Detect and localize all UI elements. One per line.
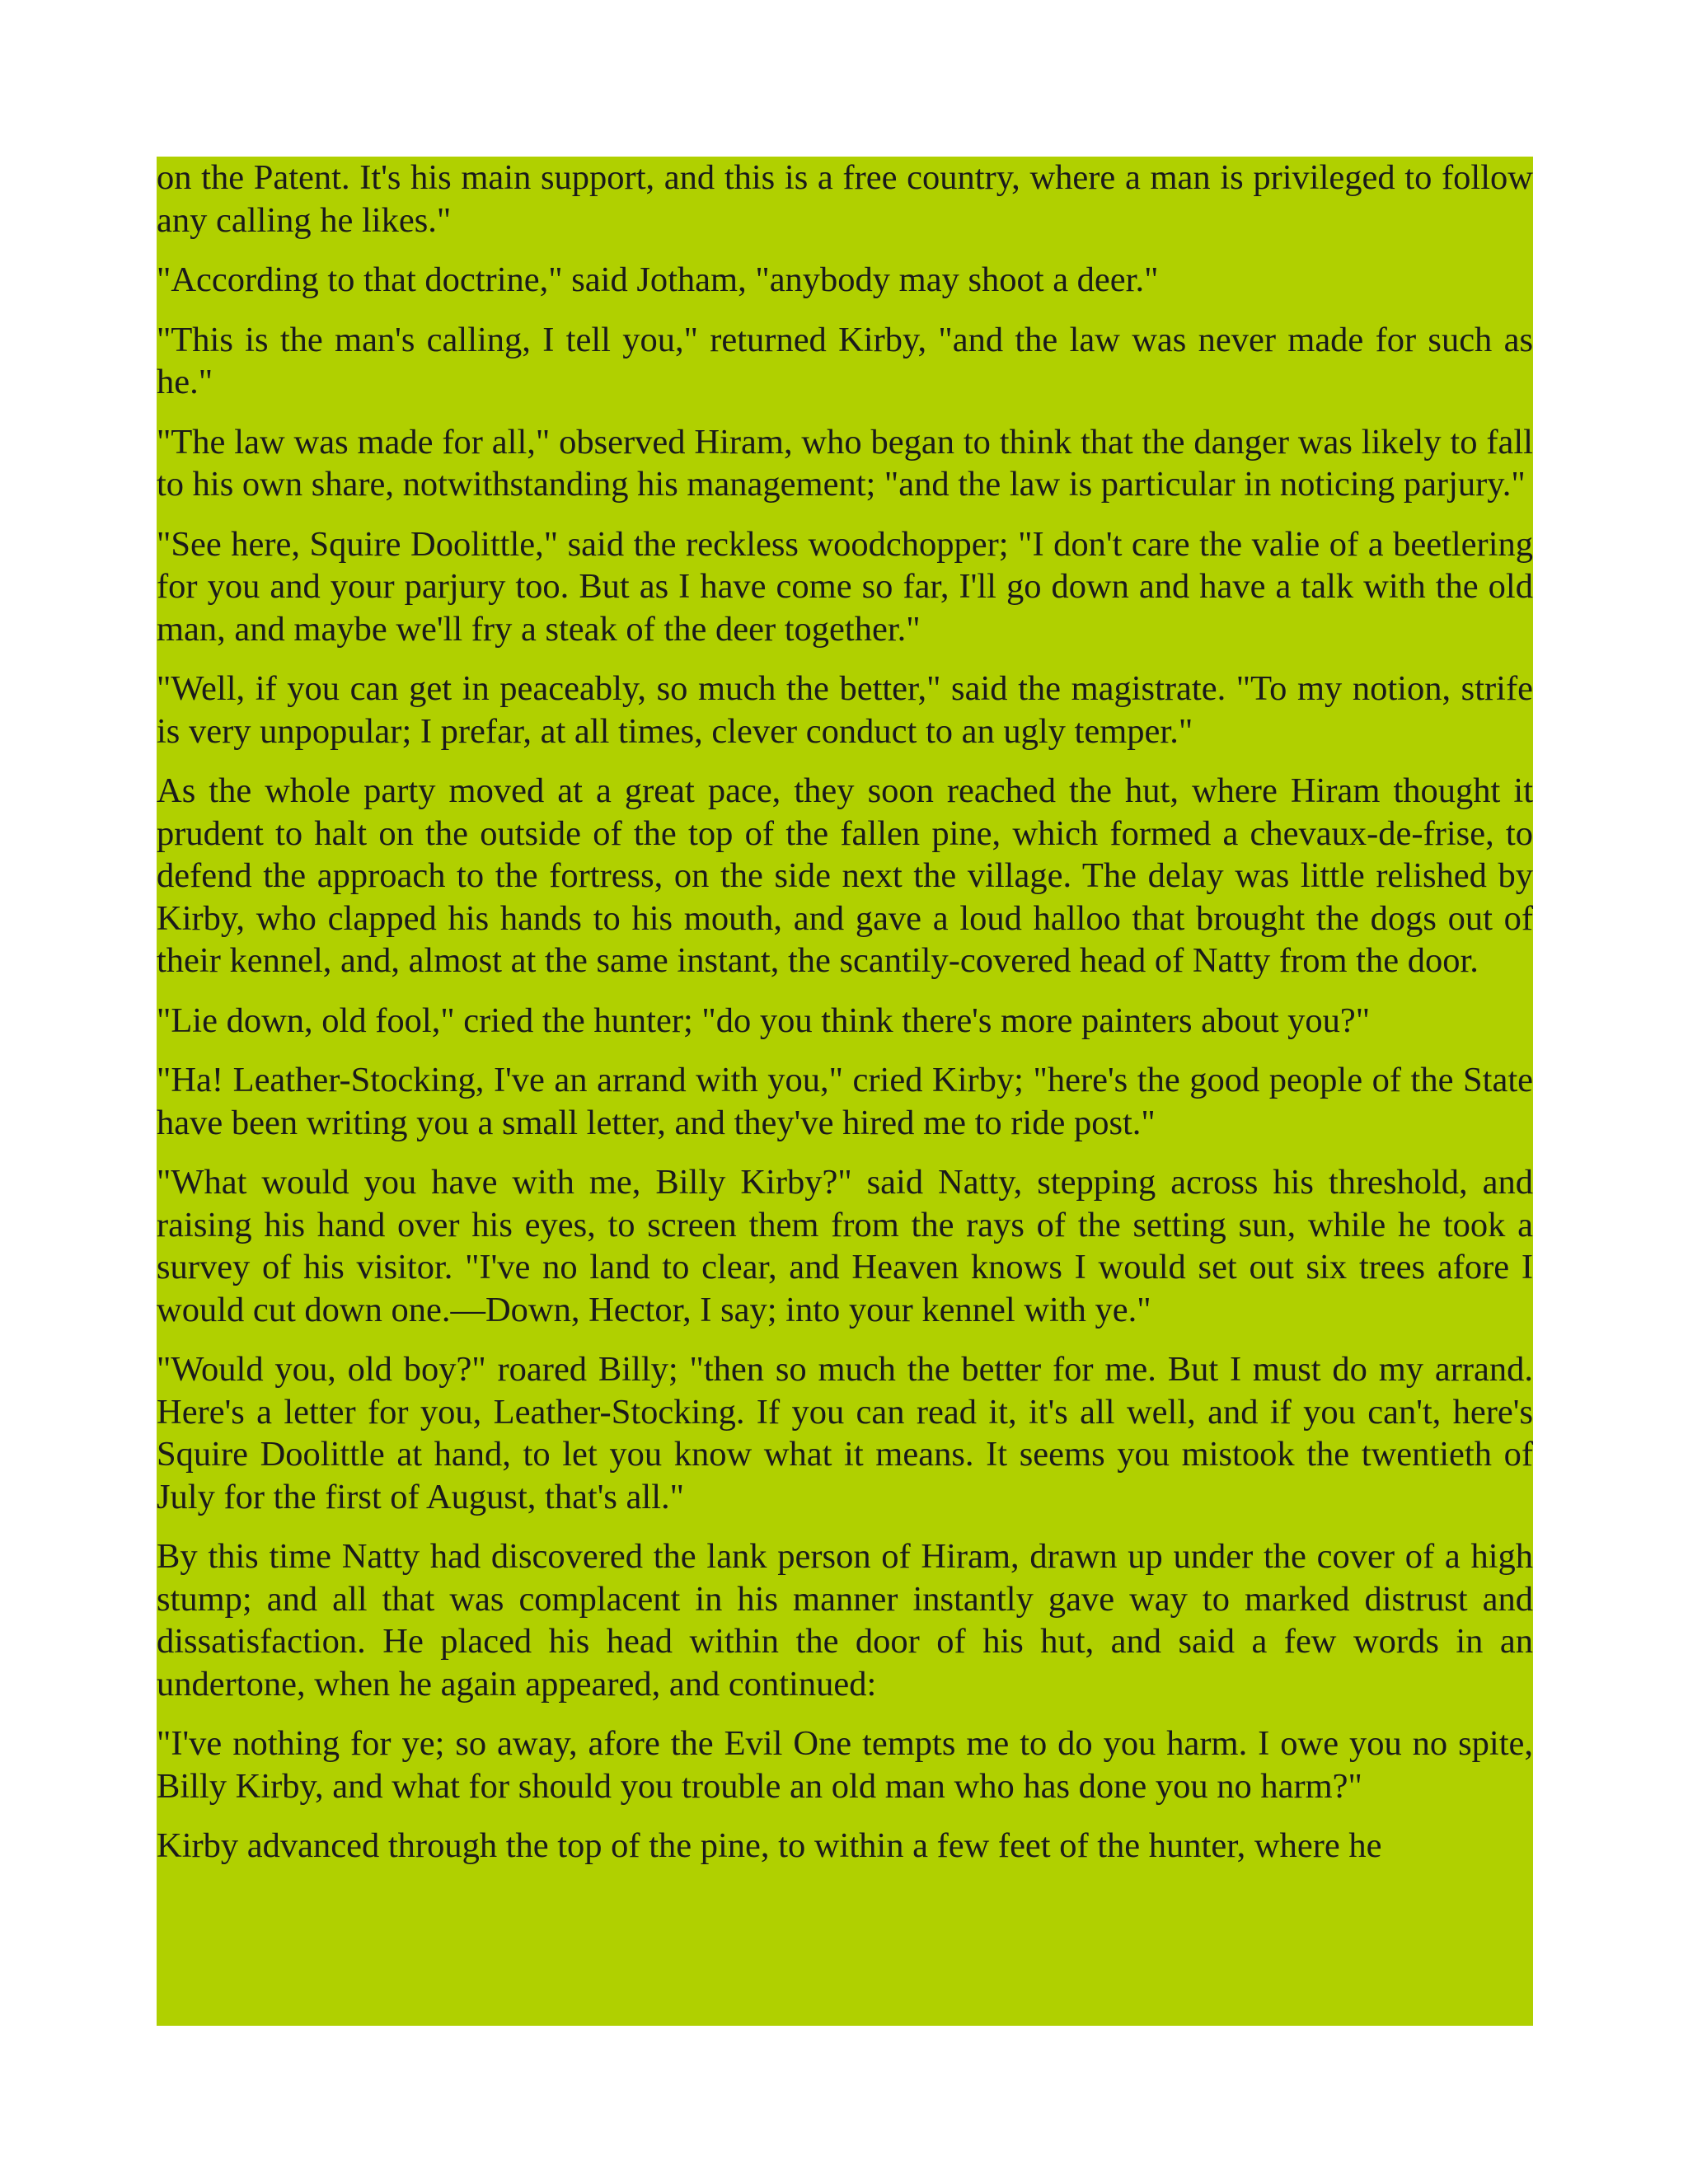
- paragraph: "Lie down, old fool," cried the hunter; "do you think there's more painters about you?": [157, 1001, 1371, 1040]
- paragraph: "According to that doctrine," said Jotham, "anybody may shoot a deer.": [157, 260, 1159, 299]
- paragraph: "Ha! Leather-Stocking, I've an arrand with you," cried Kirby; "here's the good people of the State have been writing you a small letter, and they've hired me to ride post.": [157, 1061, 1533, 1142]
- paragraph: "Well, if you can get in peaceably, so much the better," said the magistrate. "To my notion, strife is very unpopular; I prefar, at all times, clever conduct to an ugly temper.": [157, 669, 1533, 751]
- text-block: [157, 157, 1533, 2026]
- paragraph: "This is the man's calling, I tell you," returned Kirby, "and the law was never made for such as he.": [157, 320, 1533, 401]
- paragraph: As the whole party moved at a great pace, they soon reached the hut, where Hiram thought it prudent to halt on the outside of the top of the fallen pine, which formed a chevaux-de-frise, to defend the approach to the fortress, on the side next the village. The delay was little relished by Kirby, who clapped his hands to his mouth, and gave a loud halloo that brought the dogs out of their kennel, and, almost at the same instant, the scantily-covered head of Natty from the door.: [157, 771, 1533, 980]
- paragraph: "I've nothing for ye; so away, afore the Evil One tempts me to do you harm. I owe you no spite, Billy Kirby, and what for should you trouble an old man who has done you no harm?": [157, 1724, 1533, 1806]
- paragraph: Kirby advanced through the top of the pine, to within a few feet of the hunter, where he: [157, 1826, 1382, 1865]
- paragraph: By this time Natty had discovered the lank person of Hiram, drawn up under the cover of a high stump; and all that was complacent in his manner instantly gave way to marked distrust and dissatisfaction. He placed his head within the door of his hut, and said a few words in an undertone, when he again appeared, and continued:: [157, 1537, 1533, 1704]
- paragraph: "See here, Squire Doolittle," said the reckless woodchopper; "I don't care the valie of a beetlering for you and your parjury too. But as I have come so far, I'll go down and have a talk with the old man, and maybe we'll fry a steak of the deer together.": [157, 524, 1533, 649]
- paragraph: "The law was made for all," observed Hiram, who began to think that the danger was likely to fall to his own share, notwithstanding his management; "and the law is particular in noticing parjury.": [157, 422, 1533, 504]
- paragraph: "Would you, old boy?" roared Billy; "then so much the better for me. But I must do my arrand. Here's a letter for you, Leather-Stocking. If you can read it, it's all well, and if you can't, here's Squire Doolittle at hand, to let you know what it means. It seems you mistook the twentieth of July for the first of August, that's all.": [157, 1350, 1533, 1516]
- paragraph: on the Patent. It's his main support, and this is a free country, where a man is privileged to follow any calling he likes.": [157, 158, 1533, 240]
- paragraph: "What would you have with me, Billy Kirby?" said Natty, stepping across his threshold, and raising his hand over his eyes, to screen them from the rays of the setting sun, while he took a survey of his visitor. "I've no land to clear, and Heaven knows I would set out six trees afore I would cut down one.—Down, Hector, I say; into your kennel with ye.": [157, 1163, 1533, 1329]
